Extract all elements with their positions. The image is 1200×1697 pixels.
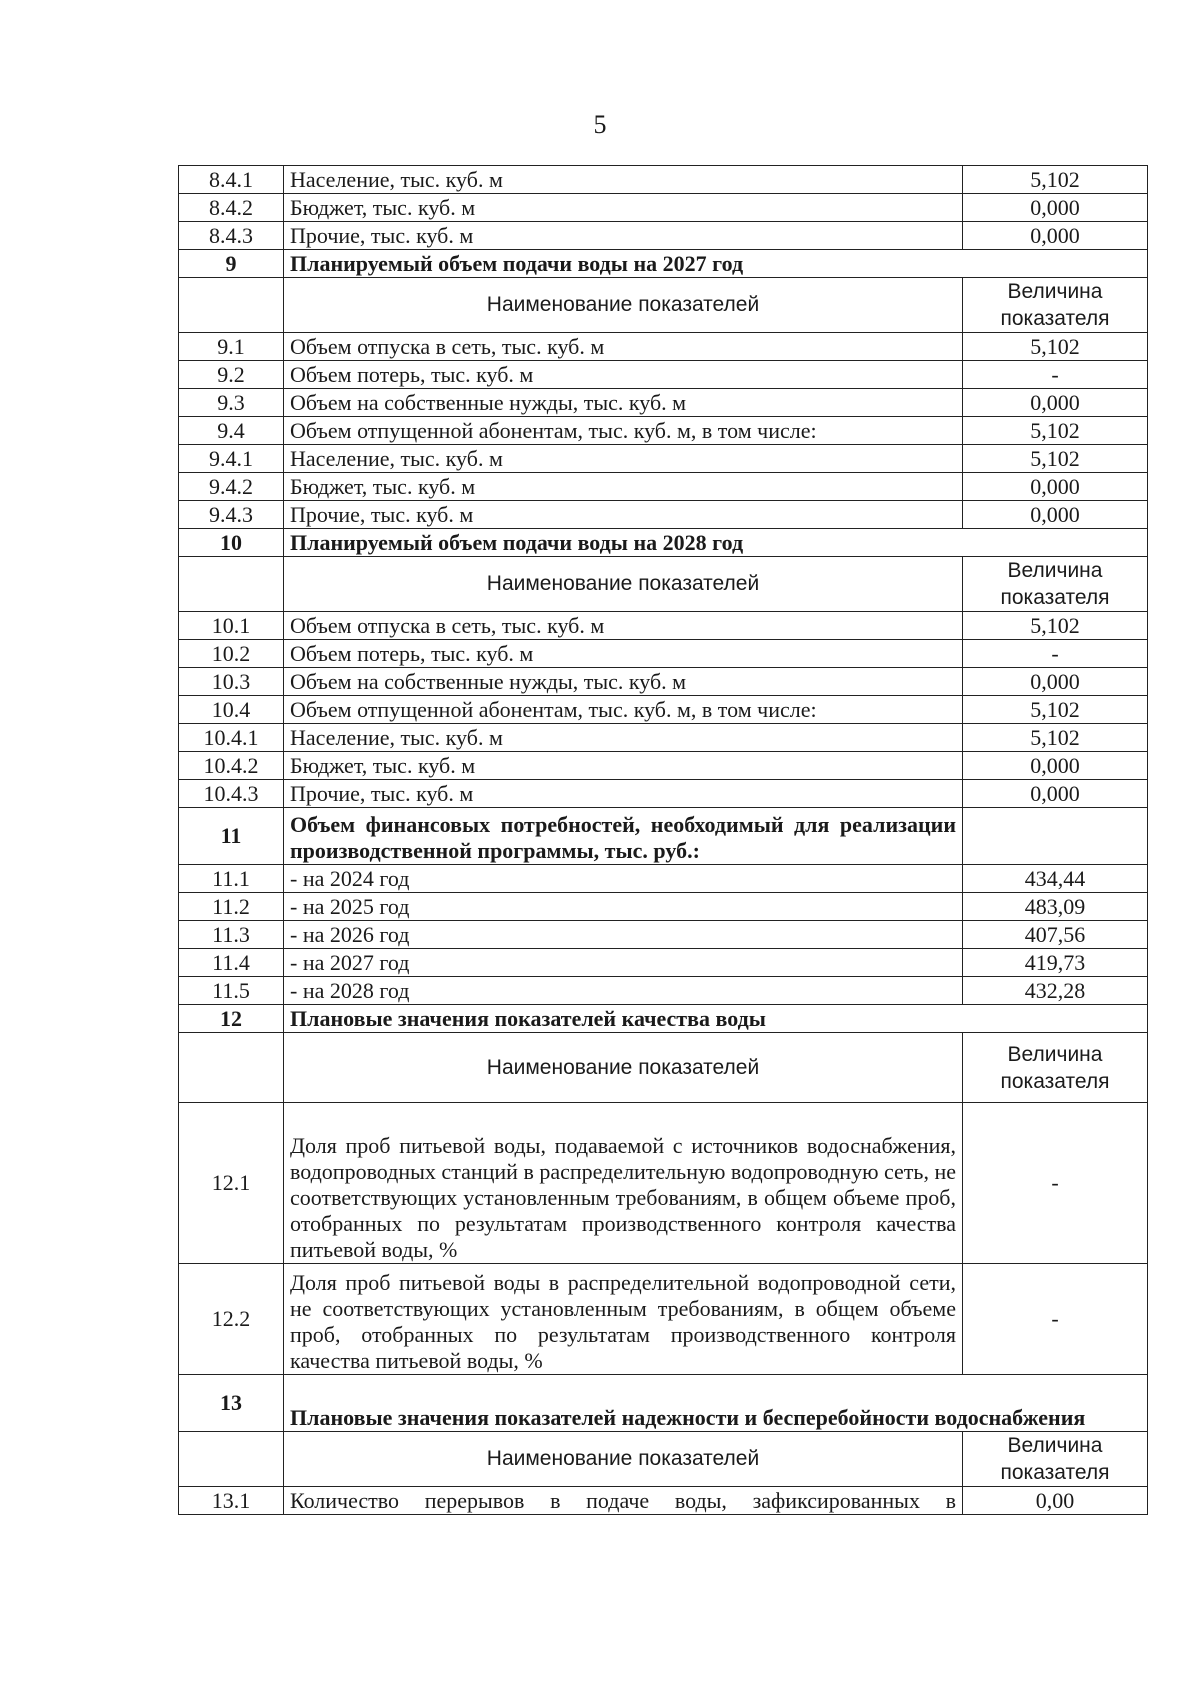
column-header-row bbox=[179, 278, 1148, 333]
row-value: 407,56 bbox=[963, 921, 1148, 949]
row-number: 10.4.3 bbox=[179, 780, 284, 808]
row-value: - bbox=[963, 1264, 1148, 1375]
table-row bbox=[179, 473, 1148, 501]
row-value: 419,73 bbox=[963, 949, 1148, 977]
row-value: 0,000 bbox=[963, 668, 1148, 696]
column-header-row bbox=[179, 1432, 1148, 1487]
row-value: 0,000 bbox=[963, 752, 1148, 780]
row-number: 9.1 bbox=[179, 333, 284, 361]
row-name: Объем потерь, тыс. куб. м bbox=[284, 361, 963, 389]
row-number: 9.2 bbox=[179, 361, 284, 389]
row-name: - на 2027 год bbox=[284, 949, 963, 977]
row-value: 5,102 bbox=[963, 696, 1148, 724]
row-number: 12.1 bbox=[179, 1103, 284, 1264]
row-number: 8.4.2 bbox=[179, 194, 284, 222]
row-name: Объем отпущенной абонентам, тыс. куб. м, в том числе: bbox=[284, 417, 963, 445]
row-value: 483,09 bbox=[963, 893, 1148, 921]
row-value: - bbox=[963, 361, 1148, 389]
row-number: 10.3 bbox=[179, 668, 284, 696]
row-value: 5,102 bbox=[963, 724, 1148, 752]
table-row bbox=[179, 612, 1148, 640]
row-number: 8.4.3 bbox=[179, 222, 284, 250]
table-row bbox=[179, 752, 1148, 780]
table-row bbox=[179, 361, 1148, 389]
section-row bbox=[179, 808, 1148, 865]
row-name: Население, тыс. куб. м bbox=[284, 166, 963, 194]
row-number: 9.3 bbox=[179, 389, 284, 417]
header-value: Величина показателя bbox=[963, 1432, 1148, 1487]
row-number: 9.4.3 bbox=[179, 501, 284, 529]
column-header-row bbox=[179, 1033, 1148, 1103]
row-number: 9.4.2 bbox=[179, 473, 284, 501]
row-number: 10.4.1 bbox=[179, 724, 284, 752]
row-number: 11.4 bbox=[179, 949, 284, 977]
table-row bbox=[179, 166, 1148, 194]
row-name: Объем на собственные нужды, тыс. куб. м bbox=[284, 668, 963, 696]
section-row bbox=[179, 250, 1148, 278]
row-name: Количество перерывов в подаче воды, зафиксированных в bbox=[284, 1487, 963, 1515]
row-name: - на 2025 год bbox=[284, 893, 963, 921]
row-name: Доля проб питьевой воды, подаваемой с источников водоснабжения, водопроводных станций в распределительную водопроводную сеть, не соответствующих установленным требованиям, в общем объеме проб, отобранных по результатам производственного контроля качества питьевой воды, % bbox=[284, 1103, 963, 1264]
row-value: 0,000 bbox=[963, 222, 1148, 250]
row-number: 11.2 bbox=[179, 893, 284, 921]
row-name: Объем отпуска в сеть, тыс. куб. м bbox=[284, 333, 963, 361]
header-value: Величина показателя bbox=[963, 557, 1148, 612]
header-name: Наименование показателей bbox=[284, 1033, 963, 1103]
row-number: 9.4 bbox=[179, 417, 284, 445]
table-row bbox=[179, 668, 1148, 696]
row-number: 11.3 bbox=[179, 921, 284, 949]
row-number: 10.1 bbox=[179, 612, 284, 640]
row-value: 0,000 bbox=[963, 501, 1148, 529]
table-row bbox=[179, 194, 1148, 222]
row-number: 9.4.1 bbox=[179, 445, 284, 473]
row-value: 0,000 bbox=[963, 194, 1148, 222]
section-title: Планируемый объем подачи воды на 2028 год bbox=[284, 529, 1148, 557]
section-number: 9 bbox=[179, 250, 284, 278]
row-value: 5,102 bbox=[963, 166, 1148, 194]
row-name: Прочие, тыс. куб. м bbox=[284, 222, 963, 250]
header-name: Наименование показателей bbox=[284, 1432, 963, 1487]
table-row bbox=[179, 921, 1148, 949]
section-row bbox=[179, 1375, 1148, 1432]
row-number: 8.4.1 bbox=[179, 166, 284, 194]
table-row bbox=[179, 417, 1148, 445]
table-row bbox=[179, 780, 1148, 808]
page-number: 5 bbox=[593, 110, 607, 139]
section-number: 13 bbox=[179, 1375, 284, 1432]
section-number: 12 bbox=[179, 1005, 284, 1033]
row-value: 0,000 bbox=[963, 389, 1148, 417]
row-number: 10.2 bbox=[179, 640, 284, 668]
table-row bbox=[179, 865, 1148, 893]
row-number: 12.2 bbox=[179, 1264, 284, 1375]
row-name: Доля проб питьевой воды в распределительной водопроводной сети, не соответствующих установленным требованиям, в общем объеме проб, отобранных по результатам производственного контроля качества питьевой воды, % bbox=[284, 1264, 963, 1375]
table-row bbox=[179, 1487, 1148, 1515]
row-name: Объем отпуска в сеть, тыс. куб. м bbox=[284, 612, 963, 640]
section-number: 10 bbox=[179, 529, 284, 557]
row-number: 10.4.2 bbox=[179, 752, 284, 780]
row-name: - на 2024 год bbox=[284, 865, 963, 893]
section-number: 11 bbox=[179, 808, 284, 865]
row-name: Объем на собственные нужды, тыс. куб. м bbox=[284, 389, 963, 417]
row-name: Бюджет, тыс. куб. м bbox=[284, 752, 963, 780]
row-value: 0,00 bbox=[963, 1487, 1148, 1515]
row-value: 5,102 bbox=[963, 333, 1148, 361]
table-row bbox=[179, 222, 1148, 250]
row-name: Бюджет, тыс. куб. м bbox=[284, 194, 963, 222]
row-name: Прочие, тыс. куб. м bbox=[284, 501, 963, 529]
table-row bbox=[179, 389, 1148, 417]
row-number: 11.1 bbox=[179, 865, 284, 893]
section-title: Плановые значения показателей надежности и бесперебойности водоснабжения bbox=[284, 1375, 1148, 1432]
row-value: 432,28 bbox=[963, 977, 1148, 1005]
row-value: 5,102 bbox=[963, 417, 1148, 445]
row-name: - на 2026 год bbox=[284, 921, 963, 949]
table-row bbox=[179, 333, 1148, 361]
row-name: Прочие, тыс. куб. м bbox=[284, 780, 963, 808]
header-name: Наименование показателей bbox=[284, 278, 963, 333]
table-row bbox=[179, 501, 1148, 529]
table-row bbox=[179, 696, 1148, 724]
table-row bbox=[179, 1103, 1148, 1264]
section-row bbox=[179, 1005, 1148, 1033]
table-row bbox=[179, 893, 1148, 921]
row-value: 0,000 bbox=[963, 473, 1148, 501]
row-name: Население, тыс. куб. м bbox=[284, 445, 963, 473]
table-row bbox=[179, 1264, 1148, 1375]
column-header-row bbox=[179, 557, 1148, 612]
row-value: - bbox=[963, 640, 1148, 668]
row-name: Население, тыс. куб. м bbox=[284, 724, 963, 752]
section-title: Объем финансовых потребностей, необходимый для реализации производственной программы, тыс. руб.: bbox=[284, 808, 963, 865]
header-value: Величина показателя bbox=[963, 1033, 1148, 1103]
row-value: 5,102 bbox=[963, 612, 1148, 640]
row-value: 5,102 bbox=[963, 445, 1148, 473]
row-number: 13.1 bbox=[179, 1487, 284, 1515]
row-number: 10.4 bbox=[179, 696, 284, 724]
section-title: Плановые значения показателей качества воды bbox=[284, 1005, 1148, 1033]
row-value: 0,000 bbox=[963, 780, 1148, 808]
row-name: - на 2028 год bbox=[284, 977, 963, 1005]
section-row bbox=[179, 529, 1148, 557]
header-value: Величина показателя bbox=[963, 278, 1148, 333]
header-name: Наименование показателей bbox=[284, 557, 963, 612]
row-name: Объем потерь, тыс. куб. м bbox=[284, 640, 963, 668]
row-name: Объем отпущенной абонентам, тыс. куб. м, в том числе: bbox=[284, 696, 963, 724]
table-row bbox=[179, 724, 1148, 752]
row-name: Бюджет, тыс. куб. м bbox=[284, 473, 963, 501]
row-value: - bbox=[963, 1103, 1148, 1264]
table-row bbox=[179, 949, 1148, 977]
indicators-table bbox=[178, 165, 1148, 1515]
table-row bbox=[179, 445, 1148, 473]
section-title: Планируемый объем подачи воды на 2027 год bbox=[284, 250, 1148, 278]
table-row bbox=[179, 977, 1148, 1005]
row-value: 434,44 bbox=[963, 865, 1148, 893]
row-number: 11.5 bbox=[179, 977, 284, 1005]
table-row bbox=[179, 640, 1148, 668]
